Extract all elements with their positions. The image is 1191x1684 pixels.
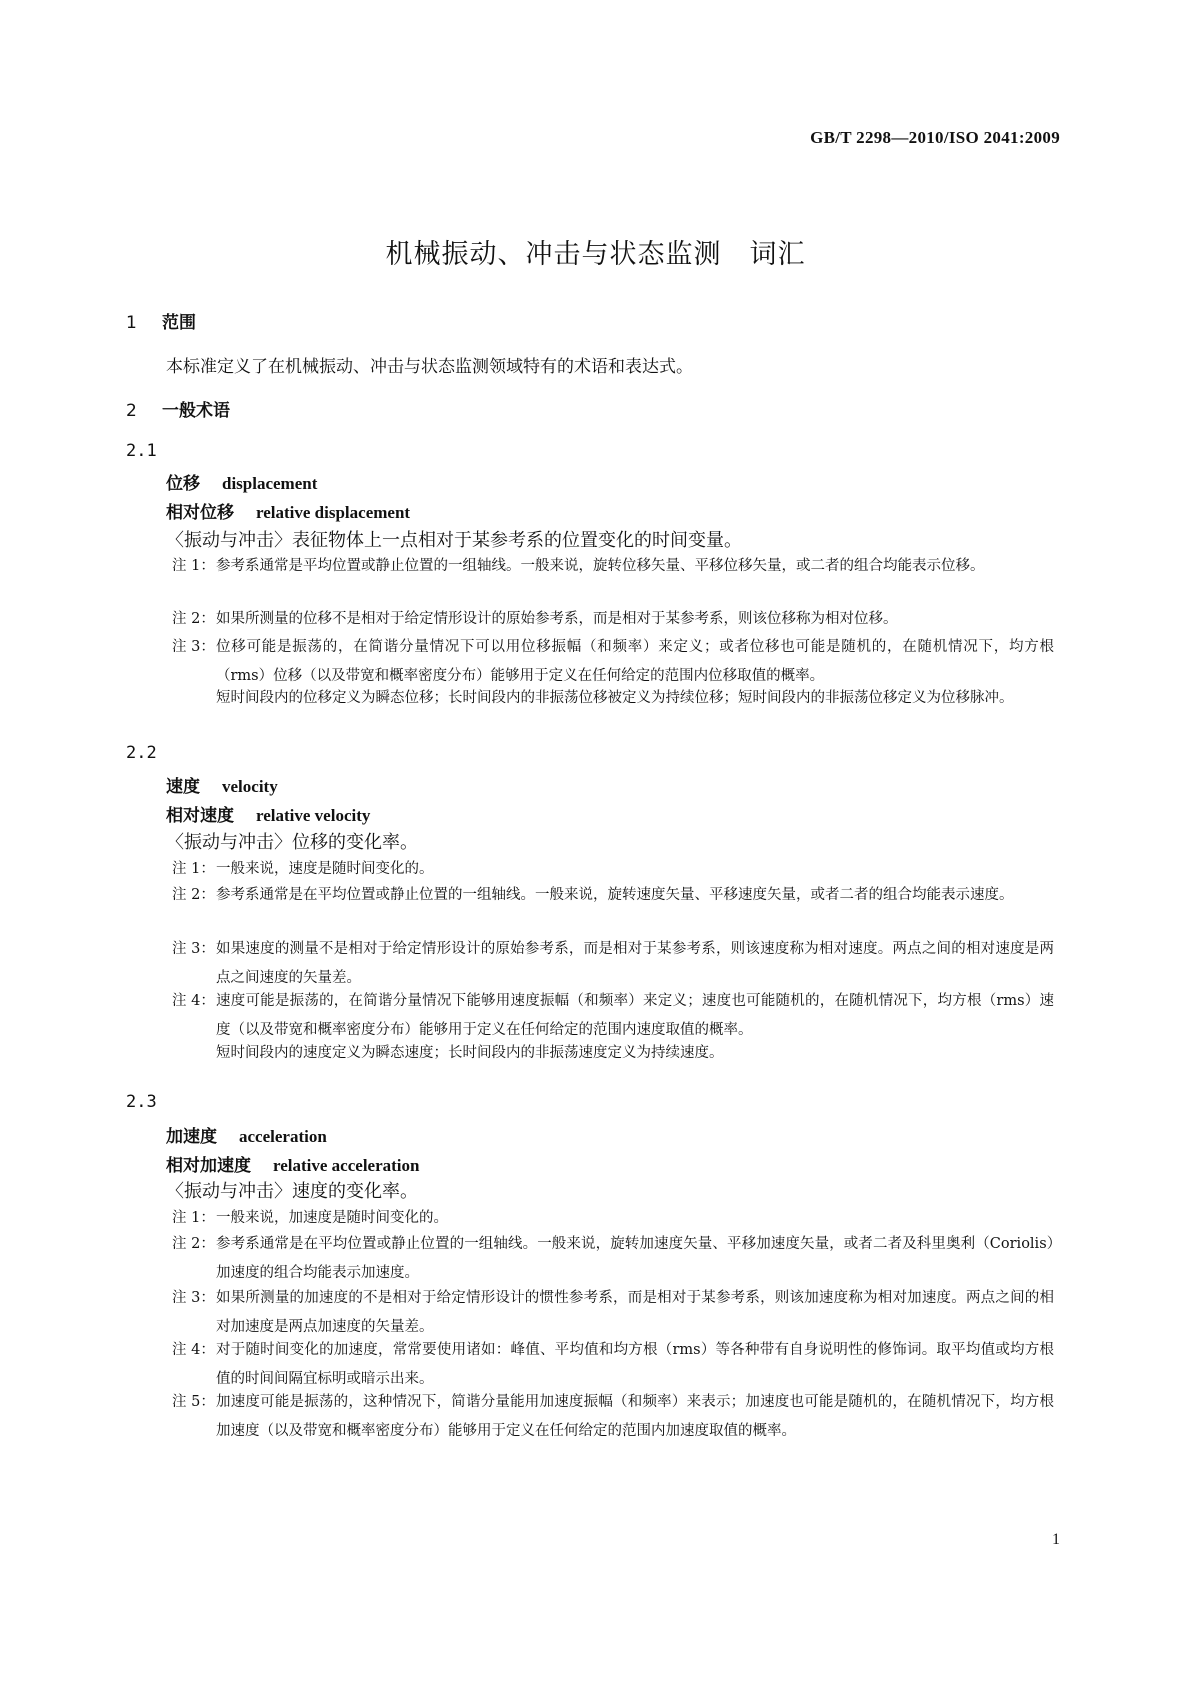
standard-code: GB/T 2298—2010/ISO 2041:2009 [810, 128, 1060, 147]
term-en: velocity [222, 777, 278, 796]
note-continuation: 短时间段内的位移定义为瞬态位移；长时间段内的非振荡位移被定义为持续位移；短时间段内的非振荡位移定义为位移脉冲。 [216, 690, 1014, 706]
scope-text: 本标准定义了在机械振动、冲击与状态监测领域特有的术语和表达式。 [166, 357, 693, 377]
term-definition: 〈振动与冲击〉速度的变化率。 [166, 1181, 418, 1202]
note-label: 注 2： [172, 1236, 215, 1252]
section-1-heading [126, 308, 196, 333]
note-continuation: 短时间段内的速度定义为瞬态速度；长时间段内的非振荡速度定义为持续速度。 [216, 1045, 724, 1061]
note [172, 1284, 1054, 1342]
section-2-heading [126, 396, 230, 421]
document-title: 机械振动、冲击与状态监测 词汇 [385, 239, 806, 270]
note-label: 注 2： [172, 611, 215, 627]
term-en: relative velocity [256, 806, 371, 825]
note [172, 1388, 1054, 1446]
note-text: 一般来说，加速度是随时间变化的。 [216, 1210, 448, 1226]
section-title: 范围 [162, 313, 196, 333]
term-entry [166, 469, 317, 494]
note-text: 参考系通常是在平均位置或静止位置的一组轴线。一般来说，旋转速度矢量、平移速度矢量，或者二者的组合均能表示速度。 [216, 887, 1014, 903]
note-text: 速度可能是振荡的，在简谐分量情况下能够用速度振幅（和频率）来定义；速度也可能随机的，在随机情况下，均方根（rms）速度（以及带宽和概率密度分布）能够用于定义在任何给定的范围内速度取值的概率。 [216, 993, 1054, 1038]
term-definition: 〈振动与冲击〉位移的变化率。 [166, 832, 418, 853]
note-label: 注 3： [172, 1290, 215, 1306]
note [172, 855, 1054, 884]
note-label: 注 3： [172, 639, 215, 655]
note [172, 633, 1054, 691]
term-entry [166, 772, 278, 797]
note-text: 一般来说，速度是随时间变化的。 [216, 861, 434, 877]
note [172, 1230, 1054, 1288]
term-zh: 相对位移 [166, 503, 234, 523]
term-en: relative acceleration [273, 1156, 420, 1175]
note-text: 如果所测量的位移不是相对于给定情形设计的原始参考系，而是相对于某参考系，则该位移称为相对位移。 [216, 611, 898, 627]
note-text: 参考系通常是在平均位置或静止位置的一组轴线。一般来说，旋转加速度矢量、平移加速度矢量，或者二者及科里奥利（Coriolis）加速度的组合均能表示加速度。 [216, 1236, 1054, 1281]
note-text: 加速度可能是振荡的，这种情况下，简谐分量能用加速度振幅（和频率）来表示；加速度也可能是随机的，在随机情况下，均方根加速度（以及带宽和概率密度分布）能够用于定义在任何给定的范围内加速度取值的概率。 [216, 1394, 1054, 1439]
note [172, 1336, 1054, 1394]
term-zh: 速度 [166, 777, 200, 797]
clause-number: 2.2 [126, 743, 157, 763]
clause-number: 2.3 [126, 1092, 157, 1112]
note [172, 881, 1054, 910]
note-text: 对于随时间变化的加速度，常常要使用诸如：峰值、平均值和均方根（rms）等各种带有自身说明性的修饰词。取平均值或均方根值的时间间隔宜标明或暗示出来。 [216, 1342, 1054, 1387]
term-zh: 位移 [166, 474, 200, 494]
term-entry [166, 1122, 327, 1147]
term-entry [166, 1151, 419, 1176]
note-text: 如果速度的测量不是相对于给定情形设计的原始参考系，而是相对于某参考系，则该速度称为相对速度。两点之间的相对速度是两点之间速度的矢量差。 [216, 941, 1054, 986]
term-zh: 相对速度 [166, 806, 234, 826]
clause-number: 2.1 [126, 441, 157, 461]
section-title: 一般术语 [162, 401, 230, 421]
term-definition: 〈振动与冲击〉表征物体上一点相对于某参考系的位置变化的时间变量。 [166, 530, 742, 551]
note-label: 注 3： [172, 941, 215, 957]
term-zh: 加速度 [166, 1127, 217, 1147]
term-entry [166, 498, 410, 523]
note-text: 如果所测量的加速度的不是相对于给定情形设计的惯性参考系，而是相对于某参考系，则该加速度称为相对加速度。两点之间的相对加速度是两点加速度的矢量差。 [216, 1290, 1054, 1335]
note [172, 987, 1054, 1045]
term-en: relative displacement [256, 503, 411, 522]
note-label: 注 4： [172, 993, 215, 1009]
note-label: 注 1： [172, 558, 215, 574]
term-zh: 相对加速度 [166, 1156, 251, 1176]
note [172, 935, 1054, 993]
section-number: 2 [126, 401, 137, 421]
note-text: 参考系通常是平均位置或静止位置的一组轴线。一般来说，旋转位移矢量、平移位移矢量，或二者的组合均能表示位移。 [216, 558, 985, 574]
term-entry [166, 801, 370, 826]
note-label: 注 1： [172, 1210, 215, 1226]
note-label: 注 5： [172, 1394, 215, 1410]
note [172, 552, 1054, 581]
term-en: displacement [222, 474, 318, 493]
note-label: 注 4： [172, 1342, 215, 1358]
note [172, 1204, 1054, 1233]
section-number: 1 [126, 313, 137, 333]
note-label: 注 2： [172, 887, 215, 903]
note [172, 605, 1054, 634]
note-text: 位移可能是振荡的，在简谐分量情况下可以用位移振幅（和频率）来定义；或者位移也可能是随机的，在随机情况下，均方根（rms）位移（以及带宽和概率密度分布）能够用于定义在任何给定的范围内位移取值的概率。 [216, 639, 1054, 684]
term-en: acceleration [239, 1127, 327, 1146]
page-number: 1 [1052, 1531, 1060, 1548]
note-label: 注 1： [172, 861, 215, 877]
